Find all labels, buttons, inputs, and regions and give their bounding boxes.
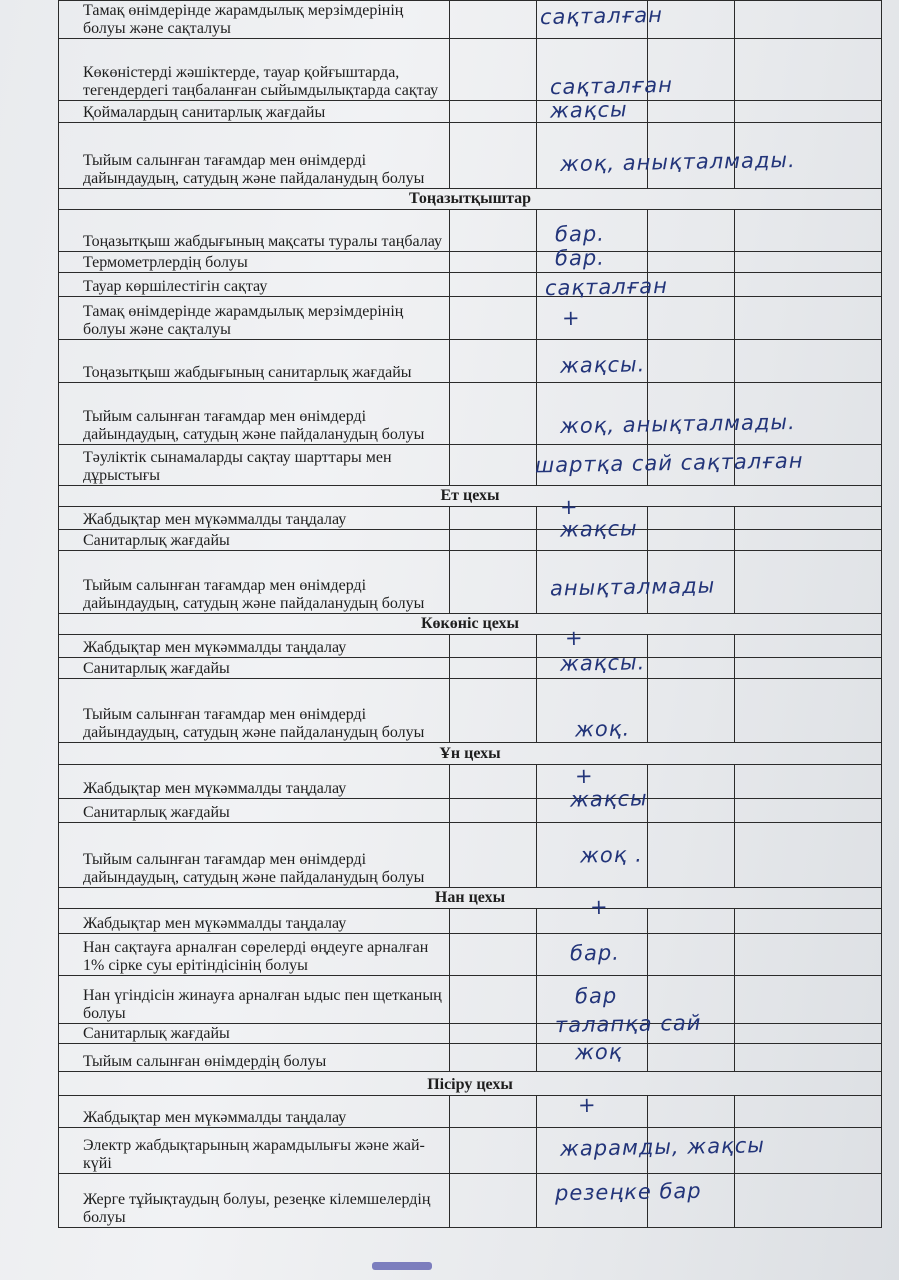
result-cell xyxy=(450,39,537,101)
result-cell xyxy=(648,635,735,658)
table-row xyxy=(59,823,882,888)
table-row xyxy=(59,530,882,551)
handwritten-entry: анықталмады xyxy=(549,573,716,601)
table-row xyxy=(59,635,882,658)
handwritten-entry: + xyxy=(589,894,609,920)
requirement-label: Тоңазытқыш жабдығының мақсаты туралы таңбалау xyxy=(59,210,450,252)
result-cell xyxy=(450,1096,537,1128)
result-cell xyxy=(450,1024,537,1044)
result-cell xyxy=(450,383,537,445)
handwritten-entry: бар xyxy=(574,983,618,1009)
table-row xyxy=(59,976,882,1024)
handwritten-entry: + xyxy=(559,494,579,520)
section-title: Ұн цехы xyxy=(59,743,882,765)
handwritten-entry: жақсы xyxy=(549,97,628,123)
handwritten-entry: + xyxy=(574,763,594,789)
table-row xyxy=(59,1174,882,1228)
table-row xyxy=(59,210,882,252)
table-row xyxy=(59,1,882,39)
requirement-label: Термометрлердің болуы xyxy=(59,252,450,273)
result-cell xyxy=(735,551,882,614)
handwritten-entry: жоқ xyxy=(574,1039,623,1065)
result-cell xyxy=(735,252,882,273)
result-cell xyxy=(450,1174,537,1228)
result-cell xyxy=(735,1096,882,1128)
requirement-label: Тыйым салынған тағамдар мен өнімдерді дайындаудың, сатудың және пайдаланудың болуы xyxy=(59,823,450,888)
handwritten-entry: жақсы xyxy=(559,516,638,542)
section-header-row xyxy=(59,888,882,909)
result-cell xyxy=(450,635,537,658)
section-title: Нан цехы xyxy=(59,888,882,909)
section-title: Ет цехы xyxy=(59,486,882,507)
result-cell xyxy=(648,1096,735,1128)
handwritten-entry: жоқ, анықталмады. xyxy=(559,409,796,439)
handwritten-entry: жақсы. xyxy=(559,650,646,676)
requirement-label: Тыйым салынған тағамдар мен өнімдерді дайындаудың, сатудың және пайдаланудың болуы xyxy=(59,679,450,743)
result-cell xyxy=(450,445,537,486)
result-cell xyxy=(648,765,735,799)
section-title: Тоңазытқыштар xyxy=(59,189,882,210)
section-header-row xyxy=(59,743,882,765)
requirement-label: Жабдықтар мен мүкәммалды таңдалау xyxy=(59,635,450,658)
handwritten-entry: сақталған xyxy=(544,273,669,301)
result-cell xyxy=(648,909,735,934)
requirement-label: Санитарлық жағдайы xyxy=(59,530,450,551)
requirement-label: Тыйым салынған тағамдар мен өнімдерді дайындаудың, сатудың және пайдаланудың болуы xyxy=(59,123,450,189)
handwritten-entry: талапқа сай xyxy=(554,1010,702,1038)
requirement-label: Көкөністерді жәшіктерде, тауар қойғыштарда, тегендердегі таңбаланған сыйымдылықтарда сақтау xyxy=(59,39,450,101)
result-cell xyxy=(735,765,882,799)
result-cell xyxy=(648,679,735,743)
inspection-checklist-table xyxy=(58,0,882,1228)
requirement-label: Нан үгіндісін жинауға арналған ыдыс пен щетканың болуы xyxy=(59,976,450,1024)
table-row xyxy=(59,1044,882,1072)
handwritten-entry: жақсы. xyxy=(559,352,646,378)
result-cell xyxy=(735,799,882,823)
result-cell xyxy=(735,976,882,1024)
handwritten-entry: резеңке бар xyxy=(554,1178,702,1206)
result-cell xyxy=(450,123,537,189)
requirement-label: Қоймалардың санитарлық жағдайы xyxy=(59,101,450,123)
result-cell xyxy=(648,823,735,888)
result-cell xyxy=(648,658,735,679)
result-cell xyxy=(735,273,882,297)
section-header-row xyxy=(59,189,882,210)
result-cell xyxy=(648,210,735,252)
result-cell xyxy=(735,530,882,551)
section-header-row xyxy=(59,1072,882,1096)
handwritten-entry: бар. xyxy=(554,245,606,271)
result-cell xyxy=(735,297,882,340)
table-row xyxy=(59,252,882,273)
result-cell xyxy=(450,507,537,530)
result-cell xyxy=(450,340,537,383)
result-cell xyxy=(735,823,882,888)
handwritten-entry: сақталған xyxy=(549,72,674,100)
result-cell xyxy=(648,530,735,551)
result-cell xyxy=(450,1,537,39)
result-cell xyxy=(450,909,537,934)
result-cell xyxy=(735,210,882,252)
table-row xyxy=(59,909,882,934)
checklist-body xyxy=(59,1,882,1228)
table-row xyxy=(59,551,882,614)
handwritten-entry: жоқ, анықталмады. xyxy=(559,147,796,177)
result-cell xyxy=(735,934,882,976)
requirement-label: Жабдықтар мен мүкәммалды таңдалау xyxy=(59,1096,450,1128)
handwritten-entry: шартқа сай сақталған xyxy=(534,448,804,478)
handwritten-entry: жақсы xyxy=(569,786,648,812)
result-cell xyxy=(450,252,537,273)
result-cell xyxy=(735,658,882,679)
table-row xyxy=(59,1096,882,1128)
requirement-label: Тыйым салынған өнімдердің болуы xyxy=(59,1044,450,1072)
result-cell xyxy=(450,530,537,551)
result-cell xyxy=(450,679,537,743)
handwritten-entry: сақталған xyxy=(539,2,664,30)
result-cell xyxy=(648,297,735,340)
stamp-mark xyxy=(372,1262,432,1270)
table-row xyxy=(59,1024,882,1044)
requirement-label: Санитарлық жағдайы xyxy=(59,658,450,679)
handwritten-entry: бар. xyxy=(554,221,606,247)
result-cell xyxy=(735,909,882,934)
requirement-label: Жабдықтар мен мүкәммалды таңдалау xyxy=(59,909,450,934)
handwritten-entry: + xyxy=(561,305,581,331)
requirement-label: Электр жабдықтарының жарамдылығы және жай-күйі xyxy=(59,1128,450,1174)
result-cell xyxy=(450,1128,537,1174)
table-row xyxy=(59,340,882,383)
result-cell xyxy=(537,297,648,340)
requirement-label: Тамақ өнімдерінде жарамдылық мерзімдерінің болуы және сақталуы xyxy=(59,1,450,39)
requirement-label: Тыйым салынған тағамдар мен өнімдерді дайындаудың, сатудың және пайдаланудың болуы xyxy=(59,551,450,614)
handwritten-entry: + xyxy=(577,1092,597,1118)
requirement-label: Тауар көршілестігін сақтау xyxy=(59,273,450,297)
result-cell xyxy=(450,273,537,297)
result-cell xyxy=(450,823,537,888)
result-cell xyxy=(648,934,735,976)
result-cell xyxy=(450,934,537,976)
table-row xyxy=(59,799,882,823)
result-cell xyxy=(450,799,537,823)
requirement-label: Тоңазытқыш жабдығының санитарлық жағдайы xyxy=(59,340,450,383)
requirement-label: Тамақ өнімдерінде жарамдылық мерзімдерінің болуы және сақталуы xyxy=(59,297,450,340)
requirement-label: Тыйым салынған тағамдар мен өнімдерді дайындаудың, сатудың және пайдаланудың болуы xyxy=(59,383,450,445)
table-row xyxy=(59,679,882,743)
requirement-label: Тәуліктік сынамаларды сақтау шарттары мен дұрыстығы xyxy=(59,445,450,486)
table-row xyxy=(59,934,882,976)
result-cell xyxy=(735,507,882,530)
handwritten-entry: + xyxy=(564,625,584,651)
table-row xyxy=(59,273,882,297)
result-cell xyxy=(450,1044,537,1072)
requirement-label: Санитарлық жағдайы xyxy=(59,799,450,823)
requirement-label: Жабдықтар мен мүкәммалды таңдалау xyxy=(59,507,450,530)
result-cell xyxy=(735,1174,882,1228)
handwritten-entry: бар. xyxy=(569,940,621,966)
result-cell xyxy=(735,679,882,743)
handwritten-entry: жарамды, жақсы xyxy=(559,1133,766,1161)
requirement-label: Нан сақтауға арналған сөрелерді өңдеуге арналған 1% сірке суы ерітіндісінің болуы xyxy=(59,934,450,976)
result-cell xyxy=(450,765,537,799)
result-cell xyxy=(450,976,537,1024)
table-row xyxy=(59,765,882,799)
section-title: Көкөніс цехы xyxy=(59,614,882,635)
result-cell xyxy=(648,101,735,123)
requirement-label: Санитарлық жағдайы xyxy=(59,1024,450,1044)
result-cell xyxy=(735,39,882,101)
inspection-table-wrap xyxy=(58,0,848,1228)
handwritten-entry: жоқ. xyxy=(574,716,631,742)
result-cell xyxy=(450,210,537,252)
table-row xyxy=(59,39,882,101)
handwritten-entry: жоқ . xyxy=(579,842,644,868)
result-cell xyxy=(735,1,882,39)
result-cell xyxy=(648,340,735,383)
table-row xyxy=(59,507,882,530)
result-cell xyxy=(735,635,882,658)
result-cell xyxy=(735,340,882,383)
result-cell xyxy=(450,101,537,123)
table-row xyxy=(59,101,882,123)
requirement-label: Жабдықтар мен мүкәммалды таңдалау xyxy=(59,765,450,799)
result-cell xyxy=(648,799,735,823)
section-header-row xyxy=(59,614,882,635)
result-cell xyxy=(648,252,735,273)
result-cell xyxy=(735,1024,882,1044)
result-cell xyxy=(648,1044,735,1072)
section-title: Пісіру цехы xyxy=(59,1072,882,1096)
table-row xyxy=(59,297,882,340)
result-cell xyxy=(450,658,537,679)
result-cell xyxy=(450,551,537,614)
section-header-row xyxy=(59,486,882,507)
result-cell xyxy=(735,101,882,123)
result-cell xyxy=(735,1044,882,1072)
requirement-label: Жерге тұйықтаудың болуы, резеңке кілемшелердің болуы xyxy=(59,1174,450,1228)
table-row xyxy=(59,658,882,679)
result-cell xyxy=(450,297,537,340)
result-cell xyxy=(648,507,735,530)
